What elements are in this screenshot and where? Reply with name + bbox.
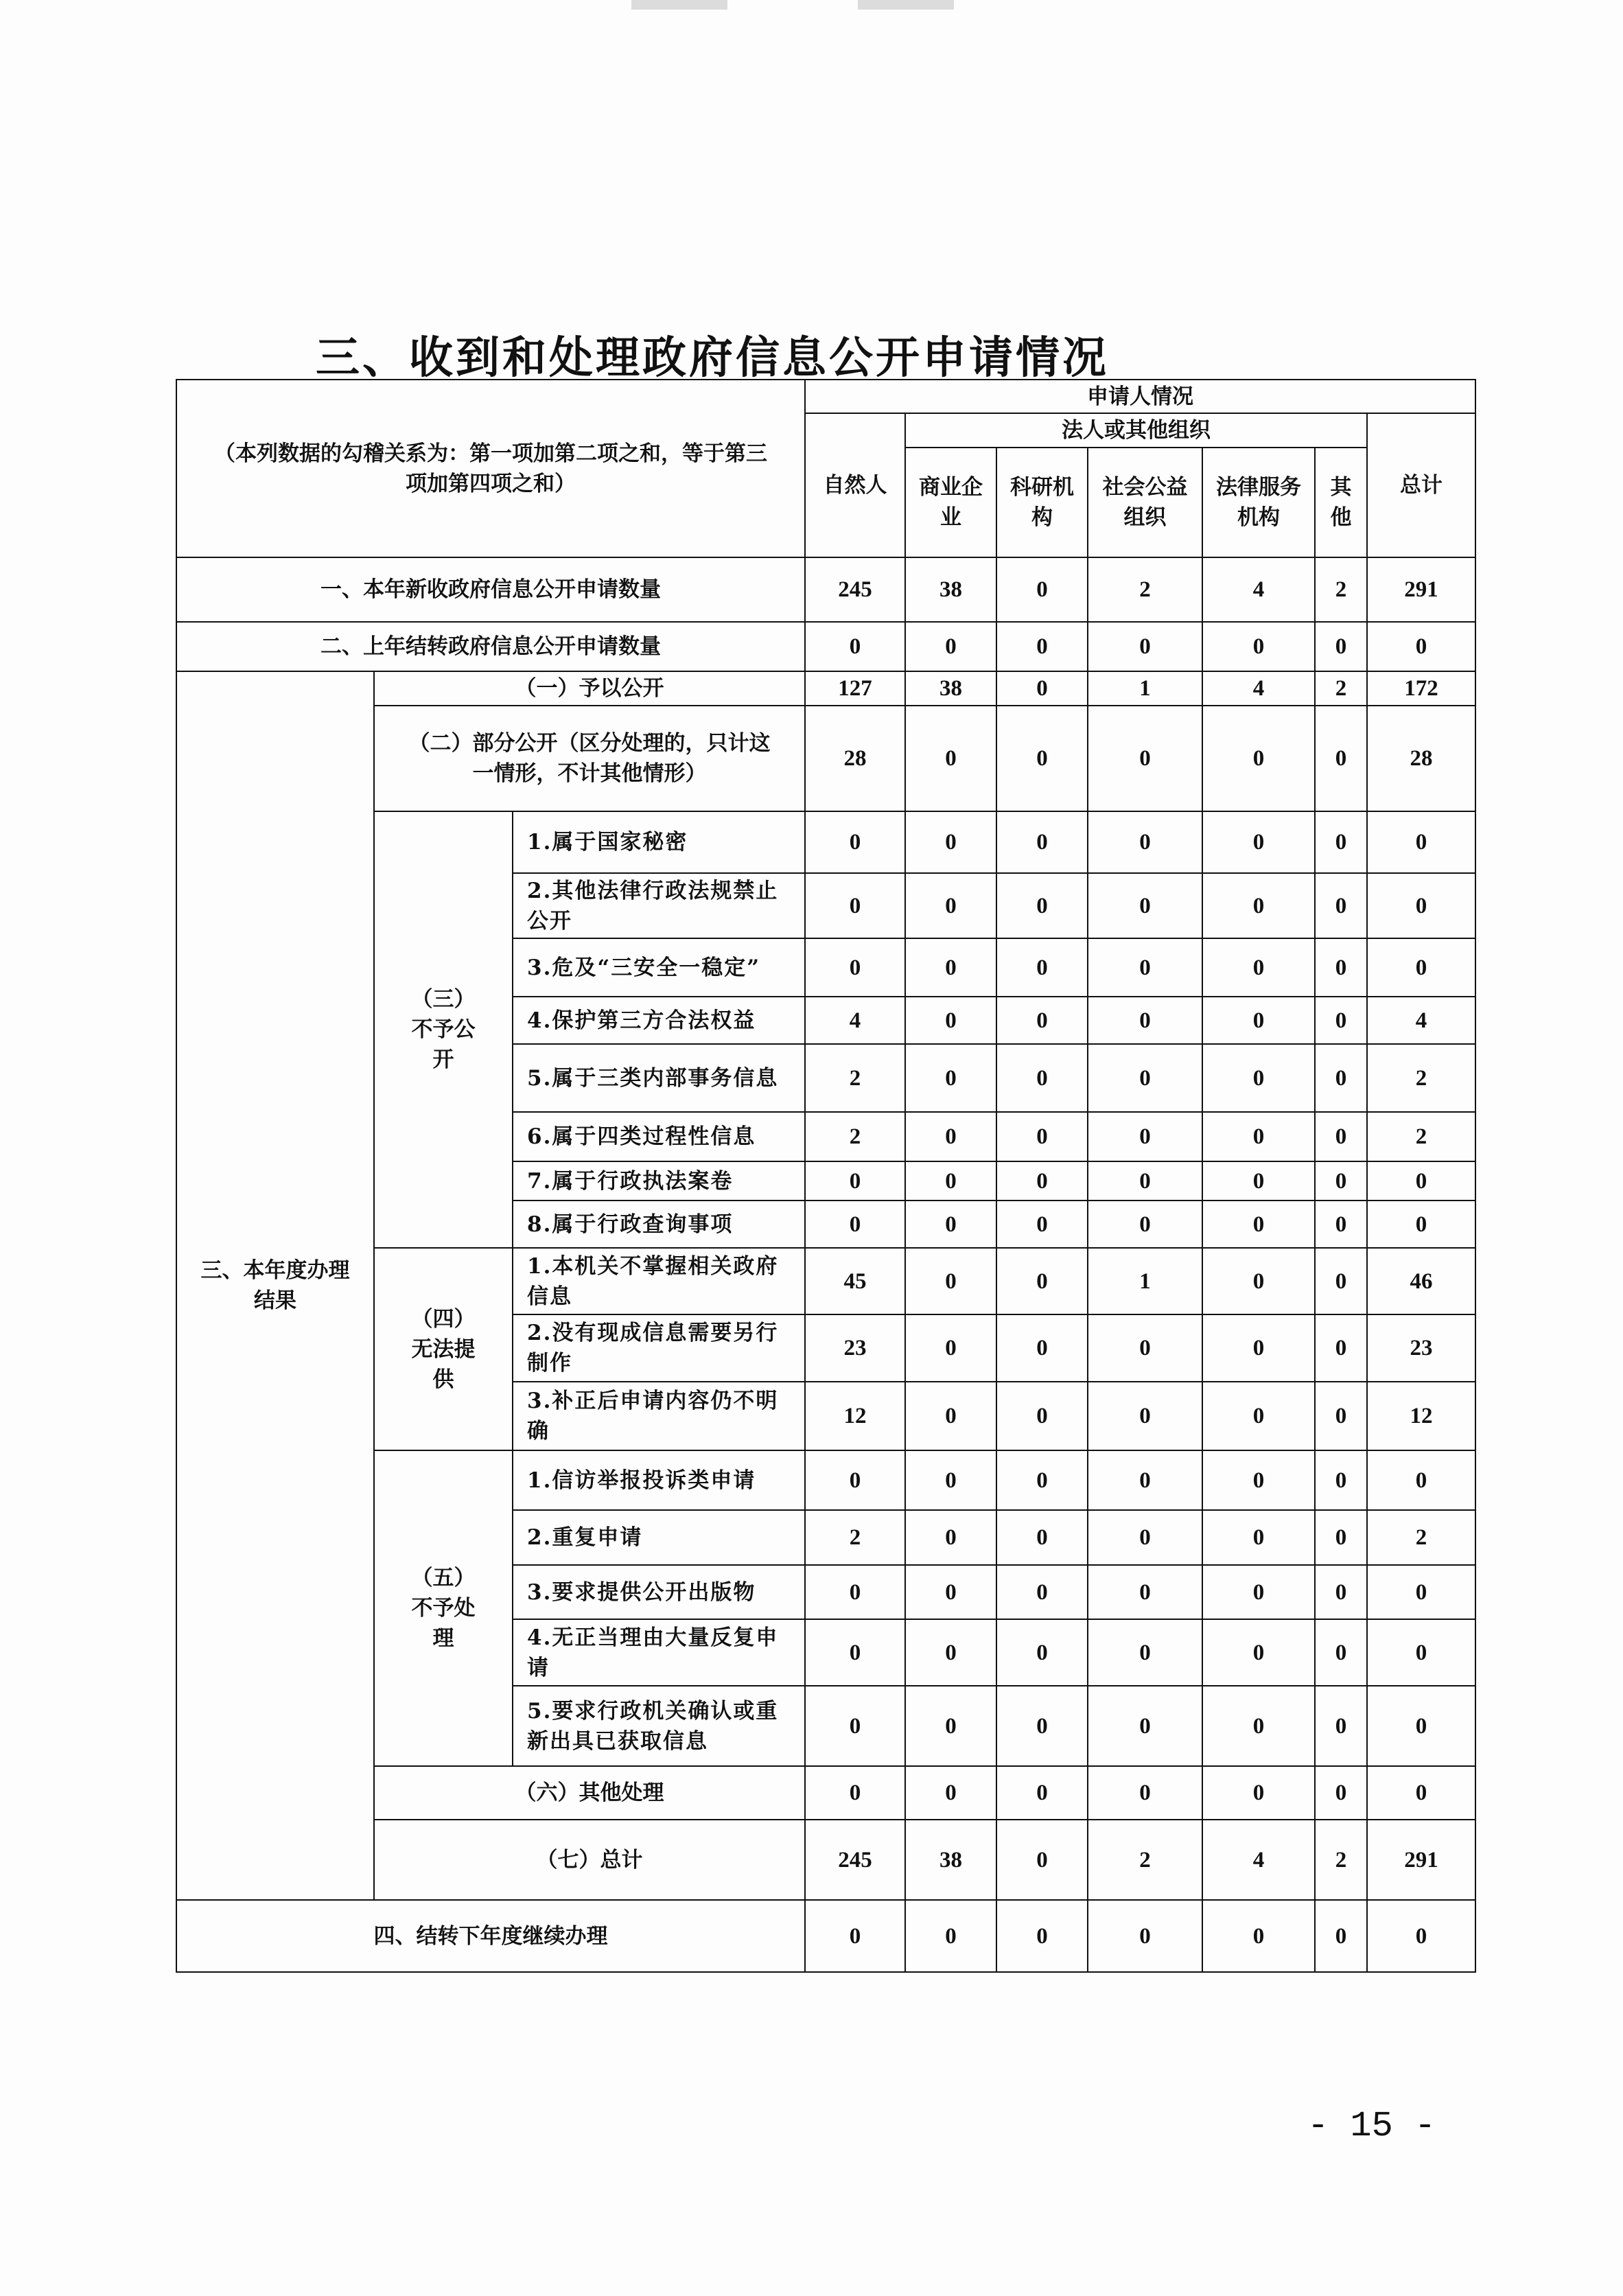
value-cell: 0 (804, 621, 906, 672)
value-cell: 0 (904, 705, 997, 812)
item-label: 5.要求行政机关确认或重新出具已获取信息 (512, 1685, 806, 1767)
value-cell: 0 (996, 1314, 1088, 1382)
group-label: （三）不予公开 (373, 811, 513, 1249)
value-cell: 0 (1202, 1685, 1316, 1767)
value-cell: 0 (1087, 1619, 1203, 1686)
value-cell: 0 (1366, 872, 1476, 939)
value-cell: 2 (804, 1111, 906, 1162)
value-cell: 0 (996, 938, 1088, 997)
value-cell: 0 (1314, 938, 1368, 997)
value-cell: 0 (1366, 1564, 1476, 1620)
scan-artifact (858, 0, 954, 10)
value-cell: 2 (1366, 1043, 1476, 1113)
row-label: （一）予以公开 (373, 671, 806, 706)
value-cell: 0 (996, 1564, 1088, 1620)
value-cell: 0 (1202, 1619, 1316, 1686)
value-cell: 23 (804, 1314, 906, 1382)
item-label: 6.属于四类过程性信息 (512, 1111, 806, 1162)
value-cell: 0 (996, 811, 1088, 874)
value-cell: 46 (1366, 1247, 1476, 1315)
item-label: 5.属于三类内部事务信息 (512, 1043, 806, 1113)
value-cell: 0 (1202, 872, 1316, 939)
value-cell: 0 (1202, 705, 1316, 812)
value-cell: 0 (904, 1765, 997, 1820)
header-col: 总计 (1366, 413, 1476, 558)
value-cell: 0 (1366, 1765, 1476, 1820)
value-cell: 0 (904, 1899, 997, 1973)
row-label: （七）总计 (373, 1819, 806, 1901)
value-cell: 2 (1314, 557, 1368, 623)
value-cell: 0 (1366, 811, 1476, 874)
value-cell: 0 (904, 1247, 997, 1315)
value-cell: 45 (804, 1247, 906, 1315)
value-cell: 0 (1087, 1685, 1203, 1767)
value-cell: 2 (1366, 1111, 1476, 1162)
group-label: （四）无法提供 (373, 1247, 513, 1451)
value-cell: 0 (1366, 1161, 1476, 1201)
row-label: （六）其他处理 (373, 1765, 806, 1820)
value-cell: 0 (996, 557, 1088, 623)
value-cell: 0 (904, 1111, 997, 1162)
value-cell: 38 (904, 1819, 997, 1901)
value-cell: 291 (1366, 1819, 1476, 1901)
value-cell: 0 (1087, 1564, 1203, 1620)
item-label: 3.要求提供公开出版物 (512, 1564, 806, 1620)
value-cell: 0 (904, 1381, 997, 1451)
header-applicant: 申请人情况 (804, 379, 1476, 414)
value-cell: 12 (804, 1381, 906, 1451)
value-cell: 4 (1202, 1819, 1316, 1901)
value-cell: 0 (804, 1619, 906, 1686)
value-cell: 0 (1087, 1765, 1203, 1820)
value-cell: 0 (1314, 1765, 1368, 1820)
value-cell: 0 (1314, 705, 1368, 812)
value-cell: 0 (804, 872, 906, 939)
value-cell: 0 (1202, 1043, 1316, 1113)
item-label: 1.属于国家秘密 (512, 811, 806, 874)
value-cell: 0 (1087, 1111, 1203, 1162)
header-col: 自然人 (804, 413, 906, 558)
header-col: 其他 (1314, 447, 1368, 558)
item-label: 4.保护第三方合法权益 (512, 996, 806, 1045)
value-cell: 0 (1202, 1564, 1316, 1620)
value-cell: 0 (996, 872, 1088, 939)
value-cell: 291 (1366, 557, 1476, 623)
value-cell: 0 (804, 1564, 906, 1620)
value-cell: 0 (904, 621, 997, 672)
value-cell: 2 (1366, 1509, 1476, 1566)
value-cell: 0 (1314, 1381, 1368, 1451)
value-cell: 0 (1087, 1381, 1203, 1451)
value-cell: 245 (804, 1819, 906, 1901)
value-cell: 2 (1314, 1819, 1368, 1901)
header-col: 科研机构 (996, 447, 1088, 558)
value-cell: 4 (1202, 557, 1316, 623)
value-cell: 0 (904, 811, 997, 874)
row-label: 二、上年结转政府信息公开申请数量 (176, 621, 806, 672)
value-cell: 0 (904, 1314, 997, 1382)
page-title: 三、收到和处理政府信息公开申请情况 (316, 333, 1109, 384)
value-cell: 0 (904, 1161, 997, 1201)
value-cell: 0 (1314, 1619, 1368, 1686)
value-cell: 0 (1202, 1450, 1316, 1511)
item-label: 3.补正后申请内容仍不明确 (512, 1381, 806, 1451)
value-cell: 2 (804, 1509, 906, 1566)
value-cell: 0 (1087, 938, 1203, 997)
item-label: 4.无正当理由大量反复申请 (512, 1619, 806, 1686)
value-cell: 1 (1087, 1247, 1203, 1315)
value-cell: 0 (904, 1619, 997, 1686)
row-label: （二）部分公开（区分处理的，只计这一情形，不计其他情形） (373, 705, 806, 812)
value-cell: 0 (904, 1564, 997, 1620)
value-cell: 0 (1202, 996, 1316, 1045)
value-cell: 0 (1087, 811, 1203, 874)
section-label: 三、本年度办理结果 (176, 671, 375, 1901)
value-cell: 0 (1314, 1043, 1368, 1113)
value-cell: 0 (904, 996, 997, 1045)
value-cell: 0 (904, 1509, 997, 1566)
value-cell: 0 (1314, 1314, 1368, 1382)
header-col: 商业企业 (904, 447, 997, 558)
value-cell: 0 (1202, 1111, 1316, 1162)
value-cell: 0 (1087, 1899, 1203, 1973)
value-cell: 0 (1202, 1381, 1316, 1451)
value-cell: 0 (904, 938, 997, 997)
value-cell: 0 (1202, 938, 1316, 997)
value-cell: 0 (1314, 1247, 1368, 1315)
value-cell: 0 (1314, 621, 1368, 672)
value-cell: 0 (904, 1685, 997, 1767)
value-cell: 0 (1366, 1899, 1476, 1973)
value-cell: 172 (1366, 671, 1476, 706)
value-cell: 2 (1087, 557, 1203, 623)
value-cell: 0 (804, 938, 906, 997)
header-legal-group: 法人或其他组织 (904, 413, 1368, 448)
value-cell: 0 (996, 1685, 1088, 1767)
value-cell: 245 (804, 557, 906, 623)
item-label: 3.危及“三安全一稳定” (512, 938, 806, 997)
value-cell: 0 (996, 996, 1088, 1045)
value-cell: 0 (1087, 1314, 1203, 1382)
value-cell: 28 (804, 705, 906, 812)
value-cell: 0 (996, 1819, 1088, 1901)
value-cell: 12 (1366, 1381, 1476, 1451)
value-cell: 0 (1087, 1450, 1203, 1511)
value-cell: 0 (1366, 1685, 1476, 1767)
value-cell: 127 (804, 671, 906, 706)
item-label: 2.其他法律行政法规禁止公开 (512, 872, 806, 939)
value-cell: 0 (1314, 996, 1368, 1045)
value-cell: 0 (1314, 1111, 1368, 1162)
value-cell: 0 (1202, 811, 1316, 874)
value-cell: 0 (1202, 1899, 1316, 1973)
value-cell: 0 (1202, 1247, 1316, 1315)
value-cell: 0 (804, 811, 906, 874)
scan-artifact (631, 0, 727, 10)
value-cell: 0 (904, 1200, 997, 1249)
value-cell: 0 (1314, 1161, 1368, 1201)
value-cell: 0 (1087, 1509, 1203, 1566)
value-cell: 0 (1087, 996, 1203, 1045)
value-cell: 0 (1202, 1314, 1316, 1382)
value-cell: 0 (996, 621, 1088, 672)
value-cell: 0 (1314, 1509, 1368, 1566)
value-cell: 0 (996, 1111, 1088, 1162)
value-cell: 4 (1366, 996, 1476, 1045)
value-cell: 0 (804, 1450, 906, 1511)
header-col: 社会公益组织 (1087, 447, 1203, 558)
item-label: 1.本机关不掌握相关政府信息 (512, 1247, 806, 1315)
value-cell: 0 (1366, 1619, 1476, 1686)
group-label: （五）不予处理 (373, 1450, 513, 1767)
value-cell: 0 (1314, 811, 1368, 874)
value-cell: 0 (1087, 621, 1203, 672)
value-cell: 0 (996, 1200, 1088, 1249)
value-cell: 0 (1366, 1200, 1476, 1249)
value-cell: 0 (1314, 1200, 1368, 1249)
value-cell: 0 (1366, 621, 1476, 672)
value-cell: 0 (1366, 1450, 1476, 1511)
value-cell: 0 (904, 1043, 997, 1113)
value-cell: 0 (1314, 1564, 1368, 1620)
value-cell: 0 (1314, 872, 1368, 939)
value-cell: 0 (1314, 1899, 1368, 1973)
header-col: 法律服务机构 (1202, 447, 1316, 558)
item-label: 7.属于行政执法案卷 (512, 1161, 806, 1201)
header-corner-note: （本列数据的勾稽关系为：第一项加第二项之和，等于第三项加第四项之和） (176, 379, 806, 558)
value-cell: 0 (1202, 1161, 1316, 1201)
value-cell: 38 (904, 671, 997, 706)
value-cell: 28 (1366, 705, 1476, 812)
value-cell: 0 (996, 1509, 1088, 1566)
value-cell: 0 (996, 1247, 1088, 1315)
value-cell: 0 (1087, 872, 1203, 939)
value-cell: 0 (804, 1161, 906, 1201)
value-cell: 0 (996, 1161, 1088, 1201)
item-label: 2.没有现成信息需要另行制作 (512, 1314, 806, 1382)
item-label: 2.重复申请 (512, 1509, 806, 1566)
value-cell: 4 (804, 996, 906, 1045)
value-cell: 0 (996, 1450, 1088, 1511)
value-cell: 0 (1366, 938, 1476, 997)
value-cell: 0 (904, 872, 997, 939)
value-cell: 0 (1202, 1509, 1316, 1566)
value-cell: 0 (1202, 621, 1316, 672)
value-cell: 0 (1087, 1161, 1203, 1201)
value-cell: 2 (804, 1043, 906, 1113)
row-label: 四、结转下年度继续办理 (176, 1899, 806, 1973)
value-cell: 0 (1087, 1043, 1203, 1113)
value-cell: 0 (996, 1899, 1088, 1973)
value-cell: 0 (996, 671, 1088, 706)
value-cell: 0 (804, 1899, 906, 1973)
page-number: - 15 - (1307, 2106, 1436, 2146)
value-cell: 0 (1202, 1765, 1316, 1820)
value-cell: 0 (996, 1381, 1088, 1451)
value-cell: 0 (996, 1619, 1088, 1686)
value-cell: 0 (1087, 1200, 1203, 1249)
value-cell: 0 (804, 1685, 906, 1767)
value-cell: 38 (904, 557, 997, 623)
value-cell: 0 (996, 1043, 1088, 1113)
value-cell: 2 (1314, 671, 1368, 706)
value-cell: 0 (804, 1765, 906, 1820)
item-label: 1.信访举报投诉类申请 (512, 1450, 806, 1511)
value-cell: 0 (1202, 1200, 1316, 1249)
value-cell: 23 (1366, 1314, 1476, 1382)
value-cell: 0 (1087, 705, 1203, 812)
value-cell: 0 (1314, 1450, 1368, 1511)
value-cell: 0 (1314, 1685, 1368, 1767)
value-cell: 4 (1202, 671, 1316, 706)
value-cell: 0 (804, 1200, 906, 1249)
value-cell: 2 (1087, 1819, 1203, 1901)
value-cell: 0 (904, 1450, 997, 1511)
row-label: 一、本年新收政府信息公开申请数量 (176, 557, 806, 623)
value-cell: 1 (1087, 671, 1203, 706)
value-cell: 0 (996, 1765, 1088, 1820)
item-label: 8.属于行政查询事项 (512, 1200, 806, 1249)
value-cell: 0 (996, 705, 1088, 812)
